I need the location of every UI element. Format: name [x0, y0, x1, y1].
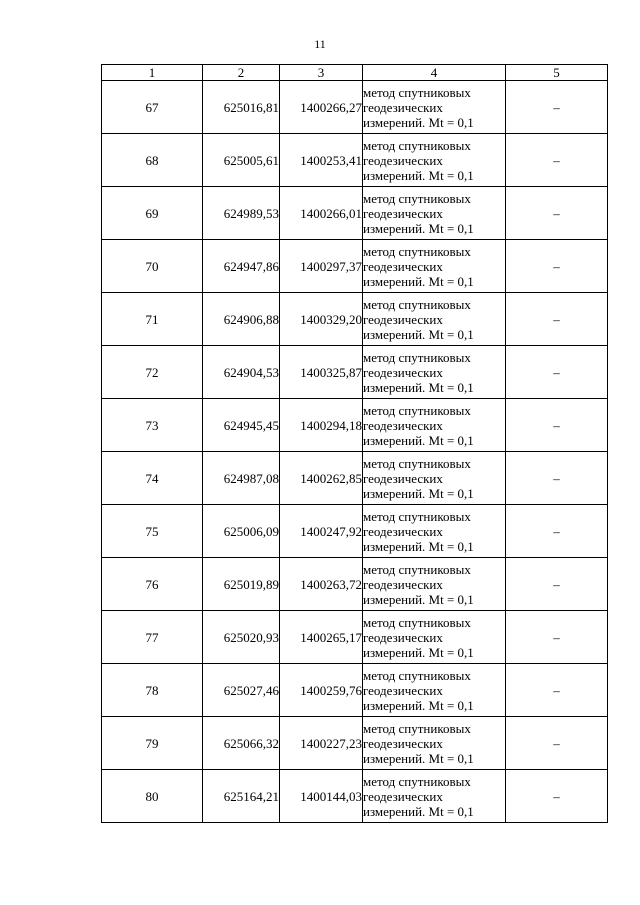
point-number-cell: 70: [102, 240, 203, 293]
table-row: [102, 770, 608, 823]
table-row: [102, 505, 608, 558]
point-number-cell: 75: [102, 505, 203, 558]
x-coordinate-cell: 625019,89: [203, 558, 280, 611]
method-cell: метод спутниковых геодезических измерений. Mt = 0,1: [363, 505, 506, 558]
method-cell: метод спутниковых геодезических измерений. Mt = 0,1: [363, 187, 506, 240]
x-coordinate-cell: 625027,46: [203, 664, 280, 717]
method-cell: метод спутниковых геодезических измерений. Mt = 0,1: [363, 346, 506, 399]
x-coordinate-cell: 625020,93: [203, 611, 280, 664]
table-row: [102, 187, 608, 240]
y-coordinate-cell: 1400227,23: [280, 717, 363, 770]
y-coordinate-cell: 1400253,41: [280, 134, 363, 187]
method-cell: метод спутниковых геодезических измерений. Mt = 0,1: [363, 558, 506, 611]
column-5-cell: –: [506, 134, 608, 187]
y-coordinate-cell: 1400247,92: [280, 505, 363, 558]
point-number-cell: 76: [102, 558, 203, 611]
method-cell: метод спутниковых геодезических измерений. Mt = 0,1: [363, 81, 506, 134]
method-cell: метод спутниковых геодезических измерений. Mt = 0,1: [363, 664, 506, 717]
column-5-cell: –: [506, 558, 608, 611]
table-body: [102, 65, 608, 823]
point-number-cell: 71: [102, 293, 203, 346]
table-row: [102, 717, 608, 770]
point-number-cell: 67: [102, 81, 203, 134]
column-5-cell: –: [506, 187, 608, 240]
point-number-cell: 79: [102, 717, 203, 770]
column-header-2: 2: [203, 65, 280, 81]
method-cell: метод спутниковых геодезических измерений. Mt = 0,1: [363, 240, 506, 293]
point-number-cell: 78: [102, 664, 203, 717]
x-coordinate-cell: 624989,53: [203, 187, 280, 240]
column-5-cell: –: [506, 399, 608, 452]
point-number-cell: 80: [102, 770, 203, 823]
x-coordinate-cell: 625164,21: [203, 770, 280, 823]
table-row: [102, 399, 608, 452]
y-coordinate-cell: 1400294,18: [280, 399, 363, 452]
point-number-cell: 73: [102, 399, 203, 452]
table-row: [102, 611, 608, 664]
column-5-cell: –: [506, 240, 608, 293]
column-5-cell: –: [506, 611, 608, 664]
method-cell: метод спутниковых геодезических измерений. Mt = 0,1: [363, 399, 506, 452]
point-number-cell: 68: [102, 134, 203, 187]
table-row: [102, 293, 608, 346]
y-coordinate-cell: 1400263,72: [280, 558, 363, 611]
x-coordinate-cell: 625016,81: [203, 81, 280, 134]
y-coordinate-cell: 1400266,01: [280, 187, 363, 240]
x-coordinate-cell: 624945,45: [203, 399, 280, 452]
y-coordinate-cell: 1400329,20: [280, 293, 363, 346]
column-5-cell: –: [506, 664, 608, 717]
table-row: [102, 346, 608, 399]
point-number-cell: 74: [102, 452, 203, 505]
column-header-4: 4: [363, 65, 506, 81]
table-row: [102, 558, 608, 611]
y-coordinate-cell: 1400259,76: [280, 664, 363, 717]
table-row: [102, 452, 608, 505]
table-row: [102, 664, 608, 717]
column-5-cell: –: [506, 346, 608, 399]
point-number-cell: 69: [102, 187, 203, 240]
column-5-cell: –: [506, 81, 608, 134]
column-5-cell: –: [506, 770, 608, 823]
column-header-1: 1: [102, 65, 203, 81]
coordinates-table: [101, 64, 608, 823]
column-5-cell: –: [506, 505, 608, 558]
x-coordinate-cell: 625005,61: [203, 134, 280, 187]
table-row: [102, 240, 608, 293]
column-header-5: 5: [506, 65, 608, 81]
method-cell: метод спутниковых геодезических измерений. Mt = 0,1: [363, 611, 506, 664]
table-row: [102, 134, 608, 187]
point-number-cell: 72: [102, 346, 203, 399]
x-coordinate-cell: 625006,09: [203, 505, 280, 558]
method-cell: метод спутниковых геодезических измерений. Mt = 0,1: [363, 134, 506, 187]
x-coordinate-cell: 624987,08: [203, 452, 280, 505]
x-coordinate-cell: 624904,53: [203, 346, 280, 399]
page-number: 11: [314, 37, 326, 51]
method-cell: метод спутниковых геодезических измерений. Mt = 0,1: [363, 770, 506, 823]
method-cell: метод спутниковых геодезических измерений. Mt = 0,1: [363, 293, 506, 346]
x-coordinate-cell: 624947,86: [203, 240, 280, 293]
column-header-3: 3: [280, 65, 363, 81]
y-coordinate-cell: 1400297,37: [280, 240, 363, 293]
table-header-row: [102, 65, 608, 81]
point-number-cell: 77: [102, 611, 203, 664]
column-5-cell: –: [506, 452, 608, 505]
column-5-cell: –: [506, 293, 608, 346]
table-row: [102, 81, 608, 134]
x-coordinate-cell: 624906,88: [203, 293, 280, 346]
y-coordinate-cell: 1400266,27: [280, 81, 363, 134]
method-cell: метод спутниковых геодезических измерений. Mt = 0,1: [363, 717, 506, 770]
y-coordinate-cell: 1400265,17: [280, 611, 363, 664]
y-coordinate-cell: 1400325,87: [280, 346, 363, 399]
y-coordinate-cell: 1400144,03: [280, 770, 363, 823]
y-coordinate-cell: 1400262,85: [280, 452, 363, 505]
x-coordinate-cell: 625066,32: [203, 717, 280, 770]
column-5-cell: –: [506, 717, 608, 770]
method-cell: метод спутниковых геодезических измерений. Mt = 0,1: [363, 452, 506, 505]
